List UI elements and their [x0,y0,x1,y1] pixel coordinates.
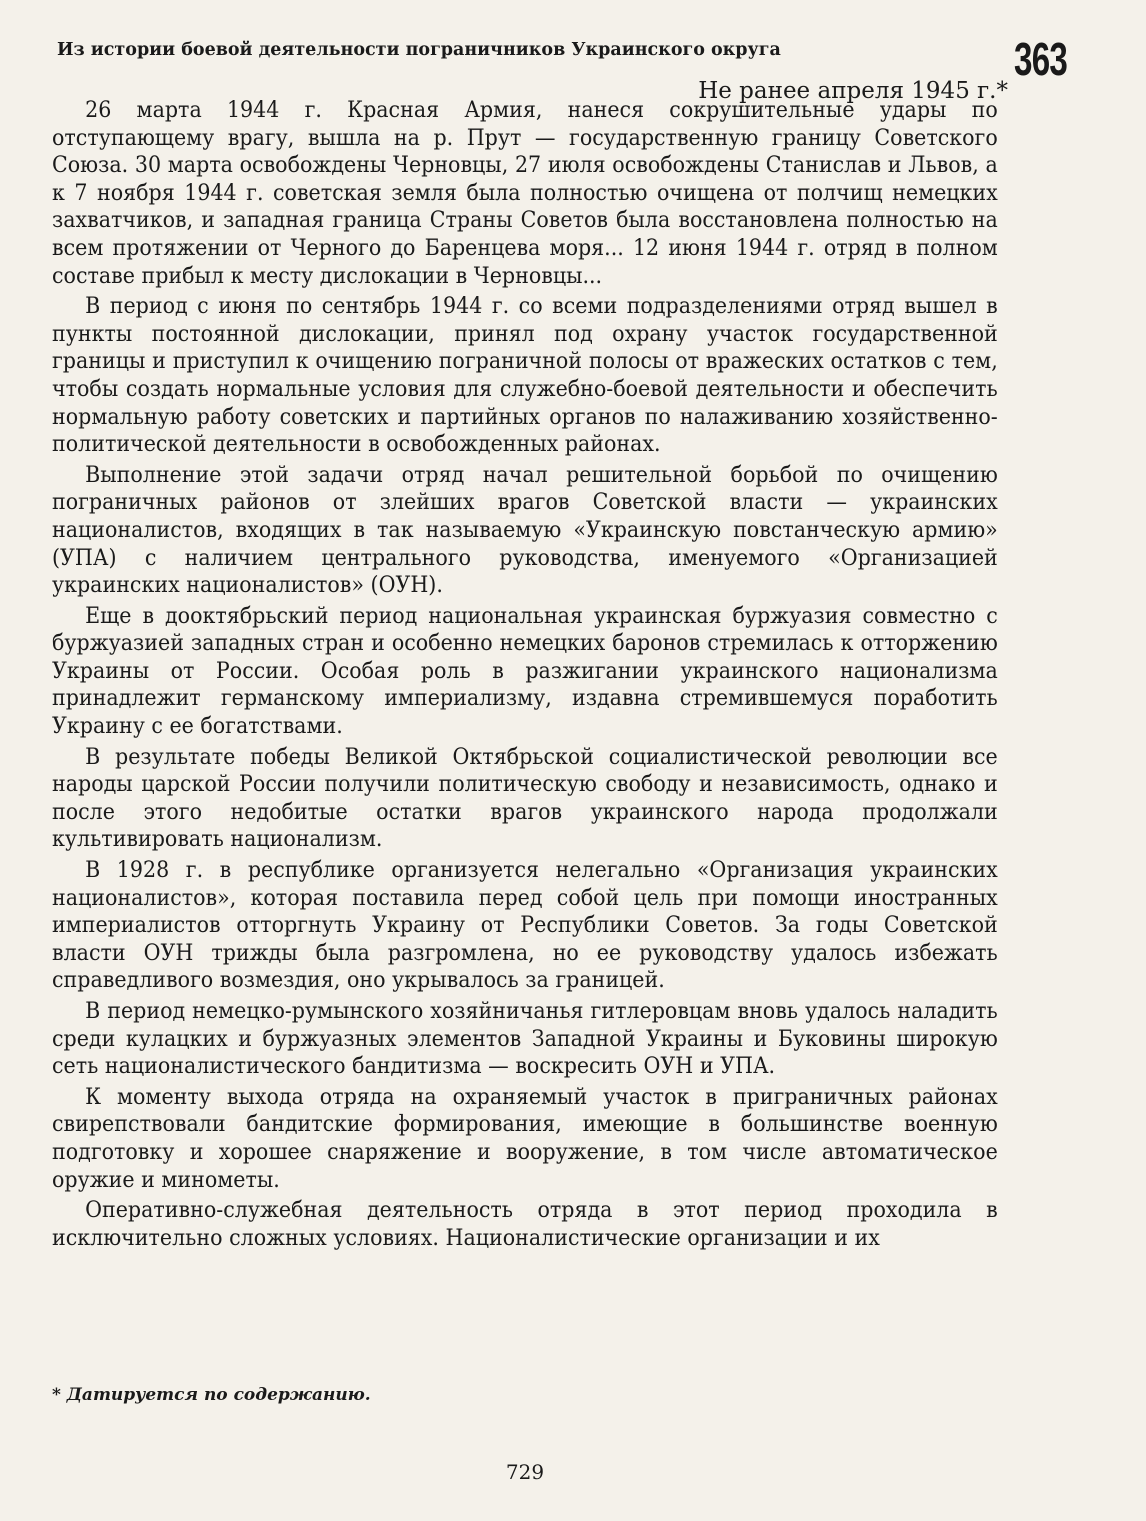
paragraph: 26 марта 1944 г. Красная Армия, нанеся сокрушительные удары по отступающему врагу, вышла на р. Прут — государственную границу Советского Союза. 30 марта освобождены Черновцы, 27 июля освобождены Станислав и Львов, а к 7 ноября 1944 г. советская земля была полностью очищена от полчищ немецких захватчиков, и западная граница Страны Советов была восстановлена полностью на всем протяжении от Черного до Баренцева моря... 12 июня 1944 г. отряд в полном составе прибыл к месту дислокации в Черновцы... [52,97,998,289]
paragraph: В период немецко-румынского хозяйничанья гитлеровцам вновь удалось наладить среди кулацких и буржуазных элементов Западной Украины и Буковины широкую сеть националистического бандитизма — воскресить ОУН и УПА. [52,998,998,1080]
document-date: Не ранее апреля 1945 г.* [698,78,1008,104]
running-title: Из истории боевой деятельности пограничников Украинского округа [57,40,781,60]
footnote: * Датируется по содержанию. [52,1385,371,1405]
paragraph: К моменту выхода отряда на охраняемый участок в приграничных районах свирепствовали бандитские формирования, имеющие в большинстве военную подготовку и хорошее снаряжение и вооружение, в том числе автоматическое оружие и минометы. [52,1083,998,1193]
paragraph: В период с июня по сентябрь 1944 г. со всеми подразделениями отряд вышел в пункты постоянной дислокации, принял под охрану участок государственной границы и приступил к очищению пограничной полосы от вражеских остатков с тем, чтобы создать нормальные условия для служебно-боевой деятельности и обеспечить нормальную работу советских и партийных органов по налаживанию хозяйственно-политической деятельности в освобожденных районах. [52,293,998,458]
footer-page-number: 729 [505,1460,545,1484]
page-number: 363 [1014,33,1068,85]
paragraph: В результате победы Великой Октябрьской социалистической революции все народы царской России получили политическую свободу и независимость, однако и после этого недобитые остатки врагов украинского народа продолжали культивировать национализм. [52,743,998,853]
paragraph: В 1928 г. в республике организуется нелегально «Организация украинских националистов», которая поставила перед собой цель при помощи иностранных империалистов отторгнуть Украину от Республики Советов. За годы Советской власти ОУН трижды была разгромлена, но ее руководству удалось избежать справедливого возмездия, оно укрывалось за границей. [52,857,998,994]
paragraph: Еще в дооктябрьский период национальная украинская буржуазия совместно с буржуазией западных стран и особенно немецких баронов стремилась к отторжению Украины от России. Особая роль в разжигании украинского национализма принадлежит германскому империализму, издавна стремившемуся поработить Украину с ее богатствами. [52,602,998,740]
document-body [52,97,998,1255]
paragraph: Выполнение этой задачи отряд начал решительной борьбой по очищению пограничных районов от злейших врагов Советской власти — украинских националистов, входящих в так называемую «Украинскую повстанческую армию» (УПА) с наличием центрального руководства, именуемого «Организацией украинских националистов» (ОУН). [52,461,998,599]
paragraph: Оперативно-служебная деятельность отряда в этот период проходила в исключительно сложных условиях. Националистические организации и их [52,1197,998,1251]
